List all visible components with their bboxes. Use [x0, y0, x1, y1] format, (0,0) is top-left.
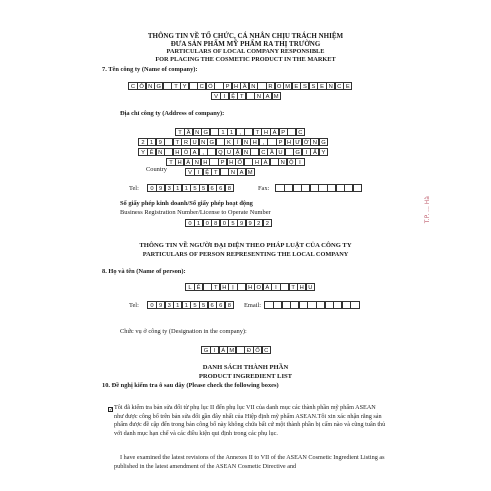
person-email-grid	[265, 301, 360, 309]
char-box: T	[253, 128, 262, 136]
char-box: H	[246, 283, 255, 291]
char-box: ,	[259, 138, 268, 146]
char-box: T	[173, 138, 182, 146]
address-grid-4	[167, 158, 305, 166]
char-box: Ệ	[229, 92, 238, 100]
char-box: Y	[138, 148, 147, 156]
char-box: H	[227, 158, 236, 166]
char-box: P	[279, 128, 288, 136]
char-box: M	[283, 82, 292, 90]
license-grid	[186, 219, 272, 227]
char-box: 2	[138, 138, 147, 146]
paragraph-en: I have examined the latest revisions of the Annexes II to VII of the ASEAN Cosmetic Ingredient Listing as published in the latest amendment of the ASEAN Cosmetic Directive and	[114, 454, 385, 470]
char-box: 8	[211, 219, 220, 227]
char-box: ,	[199, 148, 208, 156]
char-box: 5	[190, 184, 199, 192]
char-box: 9	[246, 219, 255, 227]
char-box: E	[317, 82, 326, 90]
char-box: 1	[147, 138, 156, 146]
char-box: Á	[219, 346, 228, 354]
header-title-vi-2: ĐƯA SẢN PHẨM MỸ PHẨM RA THỊ TRƯỜNG	[170, 40, 321, 48]
char-box	[350, 301, 359, 309]
header-title-en-1: PARTICULARS OF LOCAL COMPANY RESPONSIBLE	[166, 48, 325, 55]
char-box: Ậ	[233, 148, 242, 156]
handwritten-margin-note: T.P. ... Hà	[424, 196, 431, 224]
char-box: C	[296, 128, 305, 136]
char-box: G	[293, 148, 302, 156]
char-box: Ổ	[206, 82, 215, 90]
char-box: P	[223, 82, 232, 90]
position-label: Chức vụ ở công ty (Designation in the company):	[120, 328, 247, 335]
char-box: N	[193, 128, 202, 136]
char-box: E	[343, 82, 352, 90]
char-box: N	[242, 148, 251, 156]
char-box: 6	[216, 184, 225, 192]
person-name-grid	[186, 283, 315, 291]
char-box: Đ	[244, 346, 253, 354]
char-box: N	[254, 92, 263, 100]
char-box: U	[224, 148, 233, 156]
char-box: G	[201, 346, 210, 354]
header-title-en-2: FOR PLACING THE COSMETIC PRODUCT IN THE MARKET	[155, 56, 336, 63]
char-box: Ầ	[267, 148, 276, 156]
char-box: 5	[199, 301, 208, 309]
char-box: 6	[216, 301, 225, 309]
person-tel-label: Tel:	[129, 302, 139, 309]
char-box: I	[271, 283, 280, 291]
license-label-vi: Số giấy phép kinh doanh/Số giấy phép hoạt động	[120, 200, 253, 207]
char-box: H	[261, 128, 270, 136]
char-box: T	[211, 283, 220, 291]
char-box: 0	[220, 219, 229, 227]
char-box: V	[211, 92, 220, 100]
char-box: R	[266, 82, 275, 90]
char-box: Ố	[253, 346, 262, 354]
char-box: H	[250, 138, 259, 146]
char-box: 3	[165, 184, 174, 192]
ingredient-checkbox[interactable]: ✓	[109, 407, 114, 413]
char-box: N	[228, 168, 237, 176]
char-box: G	[201, 128, 210, 136]
header-title-vi-1: THÔNG TIN VỀ TỔ CHỨC, CÁ NHÂN CHỊU TRÁCH NHIỆM	[147, 32, 344, 40]
char-box: S	[300, 82, 309, 90]
char-box: 0	[203, 219, 212, 227]
company-fax-label: Fax:	[258, 185, 270, 192]
char-box: 0	[147, 184, 156, 192]
char-box: P	[276, 138, 285, 146]
char-box: K	[224, 138, 233, 146]
char-box: 5	[190, 301, 199, 309]
char-box: H	[232, 82, 241, 90]
company-tel-grid	[148, 184, 234, 192]
char-box: 6	[208, 184, 217, 192]
char-box: C	[197, 82, 206, 90]
char-box: O	[254, 283, 263, 291]
char-box: 8	[225, 301, 234, 309]
company-name-grid-1	[129, 82, 352, 90]
char-box: 9	[237, 219, 246, 227]
char-box: 1	[194, 219, 203, 227]
address-grid-2	[139, 138, 328, 146]
char-box: T	[171, 82, 180, 90]
char-box: H	[173, 148, 182, 156]
char-box: Í	[233, 138, 242, 146]
char-box: Á	[270, 128, 279, 136]
char-box: N	[242, 138, 251, 146]
char-box: I	[220, 92, 229, 100]
char-box: C	[259, 148, 268, 156]
company-address-label: Địa chỉ công ty (Address of company):	[120, 110, 225, 117]
char-box: À	[184, 158, 193, 166]
char-box: 0	[147, 301, 156, 309]
char-box: Ầ	[184, 128, 193, 136]
address-grid-1	[176, 128, 305, 136]
char-box: U	[306, 283, 315, 291]
char-box: R	[181, 138, 190, 146]
char-box: H	[285, 138, 294, 146]
char-box: Ấ	[310, 148, 319, 156]
char-box: U	[276, 148, 285, 156]
char-box: 1	[182, 301, 191, 309]
char-box: H	[252, 158, 261, 166]
person-email-label: Email:	[244, 302, 262, 309]
char-box: A	[237, 168, 246, 176]
char-box: Ê	[147, 148, 156, 156]
char-box: L	[185, 283, 194, 291]
char-box: T	[211, 168, 220, 176]
country-label: Country	[146, 166, 167, 173]
char-box	[353, 184, 362, 192]
char-box: P	[218, 158, 227, 166]
char-box: Ư	[293, 138, 302, 146]
char-box: C	[128, 82, 137, 90]
person-tel-grid	[148, 301, 234, 309]
char-box: 1	[218, 128, 227, 136]
char-box: A	[263, 92, 272, 100]
company-name-grid-2	[212, 92, 281, 100]
char-box: ,	[236, 128, 245, 136]
char-box: N	[310, 138, 319, 146]
char-box: T	[289, 283, 298, 291]
char-box: T	[175, 128, 184, 136]
char-box: H	[297, 283, 306, 291]
char-box: Ố	[235, 158, 244, 166]
char-box: I	[295, 158, 304, 166]
char-box: T	[237, 92, 246, 100]
check-boxes-label: 10. Đề nghị kiểm tra ô sau đây (Please check the following boxes)	[102, 382, 279, 389]
char-box: Ờ	[302, 138, 311, 146]
char-box: I	[302, 148, 311, 156]
char-box: H	[175, 158, 184, 166]
char-box: N	[199, 138, 208, 146]
char-box: Ầ	[240, 82, 249, 90]
char-box: N	[326, 82, 335, 90]
representative-title-en: PARTICULARS OF PERSON REPRESENTING THE LOCAL COMPANY	[142, 251, 349, 258]
char-box: Ò	[181, 148, 190, 156]
char-box: O	[275, 82, 284, 90]
char-box: Q	[216, 148, 225, 156]
char-box: Ô	[137, 82, 146, 90]
company-tel-label: Tel:	[129, 185, 139, 192]
license-label-en: Business Registration Number/License to Operate Number	[120, 209, 271, 216]
char-box: 9	[156, 138, 165, 146]
char-box: N	[192, 158, 201, 166]
char-box: 1	[227, 128, 236, 136]
char-box: I	[194, 168, 203, 176]
char-box: G	[154, 82, 163, 90]
company-name-label: 7. Tên công ty (Name of company):	[102, 66, 198, 73]
char-box: 9	[156, 301, 165, 309]
char-box: M	[246, 168, 255, 176]
ingredients-title-vi: DANH SÁCH THÀNH PHẦN	[202, 364, 289, 371]
char-box: 9	[156, 184, 165, 192]
char-box: N	[278, 158, 287, 166]
char-box: V	[185, 168, 194, 176]
char-box: C	[262, 346, 271, 354]
char-box: 1	[173, 184, 182, 192]
char-box: C	[335, 82, 344, 90]
char-box: 1	[173, 301, 182, 309]
paragraph-vi: Tôi đã kiểm tra bản sửa đổi từ phụ lục II đến phụ lục VII của danh mục các thành phần mỹ phẩm ASEAN như được công bố trên bản sửa đổi gần đây nhất của Hiệp định mỹ phẩm ASEAN.Tôi xin xác nhận rằng sản phẩm được đề cập đến trong bản công bố này không chứa bất cứ một thành phần bị cấm nào và cũng tuân thủ với danh mục hạn chế và các điều kiện qui định trong các phụ lục.	[114, 404, 386, 437]
char-box: Ộ	[287, 158, 296, 166]
char-box: N	[156, 148, 165, 156]
char-box: M	[272, 92, 281, 100]
company-fax-grid	[276, 184, 362, 192]
char-box: A	[190, 148, 199, 156]
char-box: Ị	[228, 283, 237, 291]
char-box: Ệ	[203, 168, 212, 176]
ingredients-title-en: PRODUCT INGREDIENT LIST	[198, 373, 293, 380]
char-box: S	[309, 82, 318, 90]
char-box: 8	[225, 184, 234, 192]
representative-title-vi: THÔNG TIN VỀ NGƯỜI ĐẠI DIỆN THEO PHÁP LUẬT CỦA CÔNG TY	[139, 242, 352, 249]
char-box: À	[263, 283, 272, 291]
char-box: 1	[182, 184, 191, 192]
char-box: E	[292, 82, 301, 90]
char-box: G	[319, 138, 328, 146]
char-box: H	[201, 158, 210, 166]
person-name-label: 8. Họ và tên (Name of person):	[102, 268, 186, 275]
char-box: 2	[263, 219, 272, 227]
char-box: M	[227, 346, 236, 354]
char-box: 5	[228, 219, 237, 227]
country-grid	[186, 168, 255, 176]
char-box: H	[220, 283, 229, 291]
char-box: G	[207, 138, 216, 146]
char-box: 3	[165, 301, 174, 309]
char-box: T	[166, 158, 175, 166]
char-box: 0	[185, 219, 194, 227]
char-box: 2	[254, 219, 263, 227]
char-box: 5	[199, 184, 208, 192]
address-grid-3	[139, 148, 328, 156]
char-box: Y	[319, 148, 328, 156]
char-box: 6	[208, 301, 217, 309]
position-grid	[202, 346, 271, 354]
char-box: U	[190, 138, 199, 146]
char-box: Y	[180, 82, 189, 90]
char-box: I	[210, 346, 219, 354]
char-box: Ê	[194, 283, 203, 291]
char-box: À	[261, 158, 270, 166]
char-box: N	[146, 82, 155, 90]
char-box: N	[249, 82, 258, 90]
